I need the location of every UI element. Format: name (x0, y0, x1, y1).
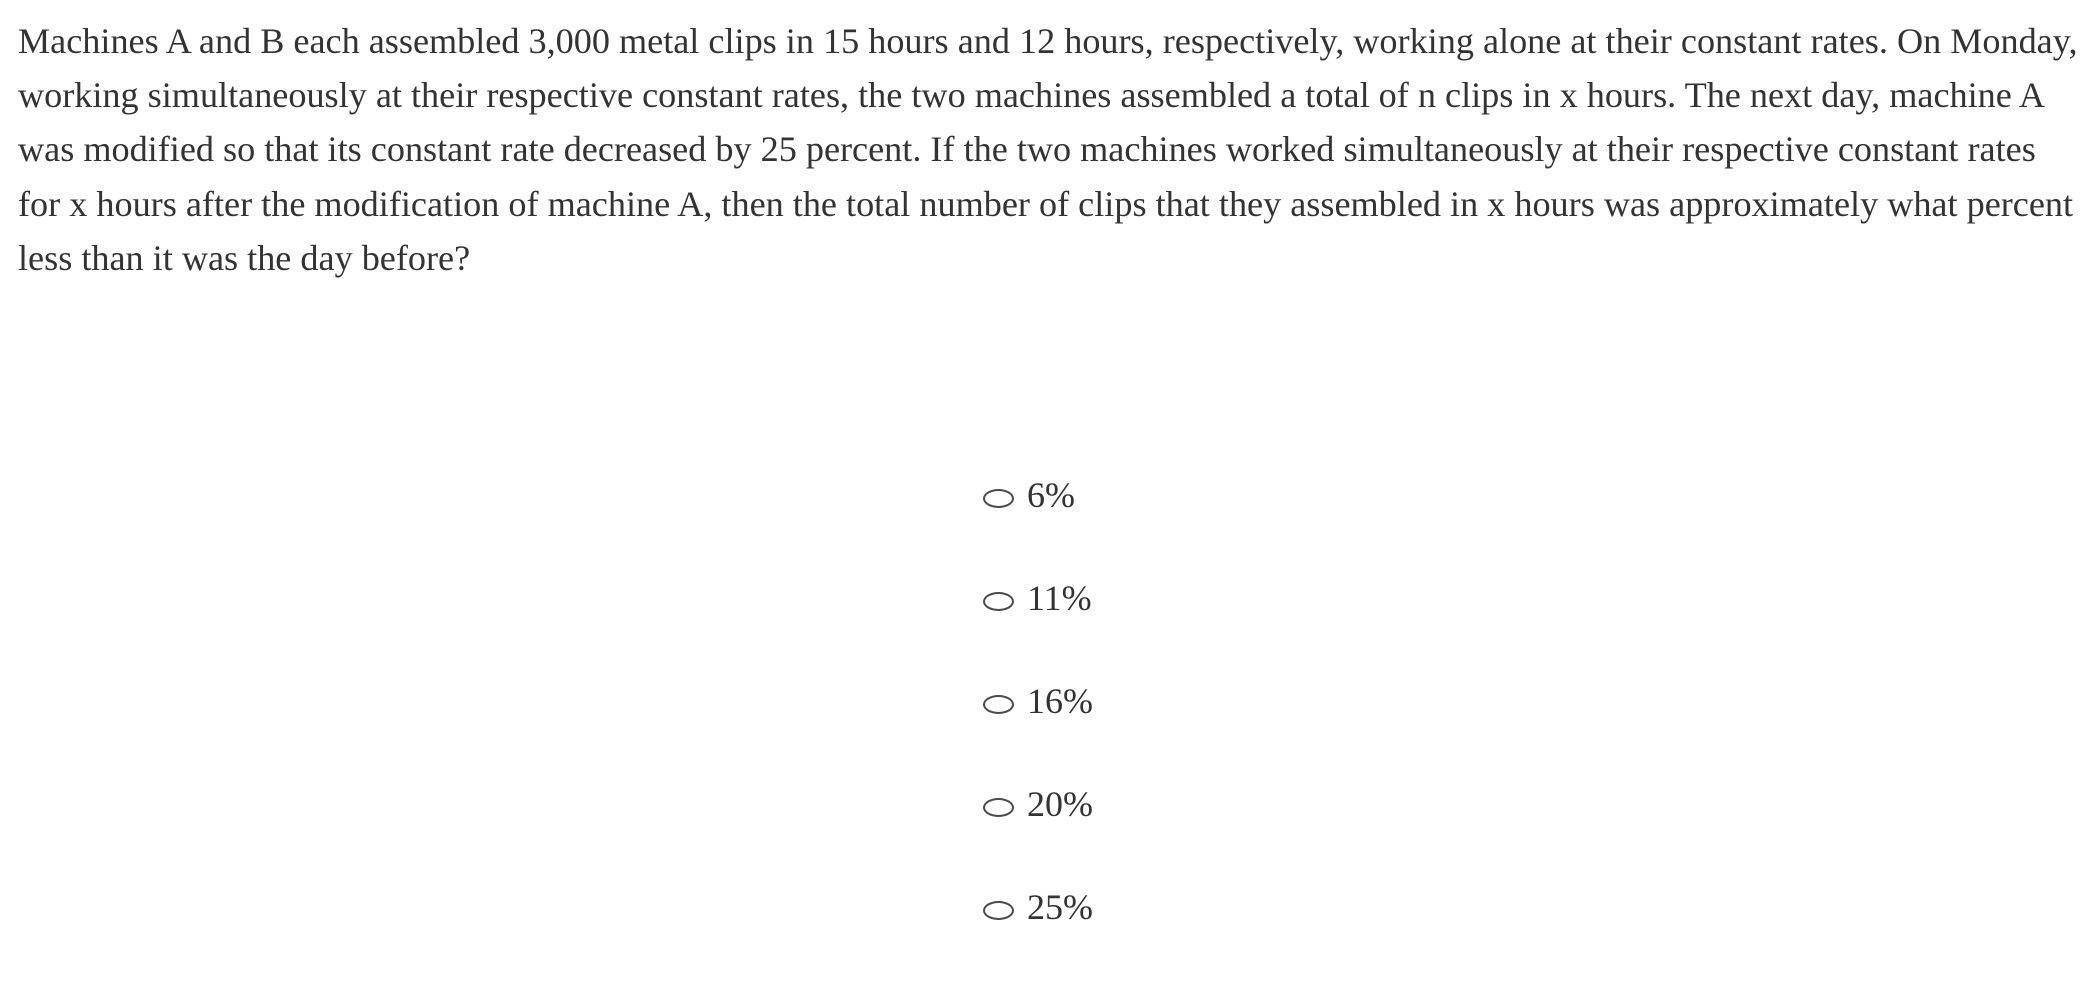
radio-unchecked-icon[interactable] (983, 592, 1014, 611)
answer-choice-label: 25% (1027, 887, 1093, 927)
answer-choice-4[interactable] (983, 779, 1093, 829)
answer-choice-5[interactable] (983, 882, 1093, 932)
answer-choice-2[interactable] (983, 573, 1093, 623)
answer-choices (983, 470, 1093, 985)
answer-choice-label: 6% (1027, 475, 1075, 515)
radio-unchecked-icon[interactable] (983, 489, 1014, 508)
radio-unchecked-icon[interactable] (983, 901, 1014, 920)
answer-choice-label: 20% (1027, 784, 1093, 824)
answer-choice-3[interactable] (983, 676, 1093, 726)
radio-unchecked-icon[interactable] (983, 695, 1014, 714)
radio-unchecked-icon[interactable] (983, 798, 1014, 817)
question-text: Machines A and B each assembled 3,000 metal clips in 15 hours and 12 hours, respectively, working alone at their constant rates. On Monday, working simultaneously at their respective constant rates, the two machines assembled a total of n clips in x hours. The next day, machine A was modified so that its constant rate decreased by 25 percent. If the two machines worked simultaneously at their respective constant rates for x hours after the modification of machine A, then the total number of clips that they assembled in x hours was approximately what percent less than it was the day before? (18, 21, 2078, 278)
answer-choice-label: 16% (1027, 681, 1093, 721)
answer-choice-label: 11% (1027, 578, 1092, 618)
answer-choice-1[interactable] (983, 470, 1093, 520)
